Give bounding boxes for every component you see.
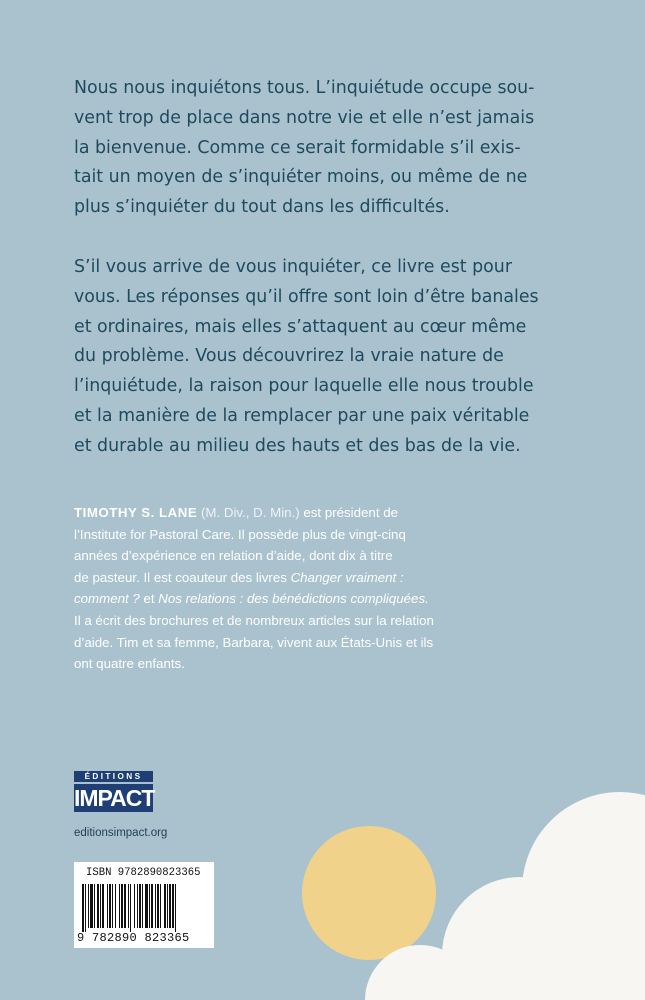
publisher-logo <box>74 771 153 812</box>
barcode-bar <box>102 884 104 928</box>
barcode-bar <box>115 884 116 928</box>
barcode-bar <box>121 884 123 928</box>
author-credentials: (M. Div., D. Min.) <box>200 505 300 520</box>
publisher-website[interactable]: editionsimpact.org <box>74 827 168 839</box>
barcode-bar <box>107 884 108 928</box>
book-title-2: Nos relations : des bénédictions compliquées. <box>158 591 429 607</box>
barcode-bar <box>142 884 143 928</box>
barcode-bar <box>139 884 141 928</box>
barcode-bar <box>151 884 153 928</box>
isbn-label: ISBN 9782890823365 <box>86 867 201 879</box>
blurb-paragraph-2: S’il vous arrive de vous inquiéter, ce livre est pour vous. Les réponses qu’il offre sont loin d’être banales et ordinaires, mais elles s’attaquent au cœur même du problème. Vous découvrirez la vraie nature de l’inquiétude, la raison pour laquelle elle nous trouble et la manière de la remplacer par une paix véritable et durable au milieu des hauts et des bas de la vie. <box>74 256 539 456</box>
blurb-paragraph-1: Nous nous inquiétons tous. L’inquiétude occupe sou- vent trop de place dans notre vie et elle n’est jamais la bienvenue. Comme ce serait formidable s’il exis- tait un moyen de s’inquiéter moins, ou même de ne plus s’inquiéter du tout dans les difficultés. <box>74 78 535 218</box>
barcode-bar <box>109 884 111 928</box>
barcode-bar <box>100 884 101 928</box>
barcode-bar <box>175 884 176 932</box>
barcode-bar <box>167 884 168 928</box>
barcode-bar <box>149 884 150 928</box>
barcode-bar <box>82 884 84 932</box>
barcode-bar <box>157 884 159 928</box>
barcode-bars <box>80 884 208 932</box>
logo-editions-text: ÉDITIONS <box>74 771 153 782</box>
barcode-bar <box>119 884 120 928</box>
barcode-bar <box>160 884 161 928</box>
barcode-bar <box>137 884 138 928</box>
isbn-barcode <box>74 862 214 948</box>
barcode-bar <box>172 884 174 928</box>
book-title-1: Changer vraiment : <box>290 569 404 585</box>
barcode-digits: 9 782890 823365 <box>77 931 190 945</box>
sun-illustration <box>302 826 436 960</box>
barcode-bar <box>112 884 113 928</box>
barcode-bar <box>128 884 129 928</box>
barcode-bar <box>97 884 99 928</box>
author-name: TIMOTHY S. LANE <box>74 505 198 520</box>
barcode-bar <box>94 884 95 928</box>
barcode-bar <box>88 884 89 928</box>
barcode-bar <box>169 884 171 928</box>
logo-impact-text: IMPACT <box>74 785 155 811</box>
barcode-bar <box>124 884 126 928</box>
barcode-bar <box>130 884 131 932</box>
back-cover-blurb <box>74 74 564 492</box>
author-bio: TIMOTHY S. LANE (M. Div., D. Min.) est président de l’Institute for Pastoral Care. Il possède plus de vingt-cinq années d’expérience en relation d’aide, dont dix à titre de pasteur. Il est coauteur des livres Changer vraiment : comment ? et Nos relations : des bénédictions compliquées. Il a écrit des brochures et de nombreux articles sur la relation d’aide. Tim et sa femme, Barbara, vivent aux États-Unis et ils ont quatre enfants. <box>74 505 434 672</box>
barcode-bar <box>85 884 86 932</box>
barcode-bar <box>145 884 148 928</box>
barcode-bar <box>164 884 166 928</box>
barcode-bar <box>134 884 135 928</box>
barcode-bar <box>90 884 93 928</box>
barcode-bar <box>155 884 156 928</box>
